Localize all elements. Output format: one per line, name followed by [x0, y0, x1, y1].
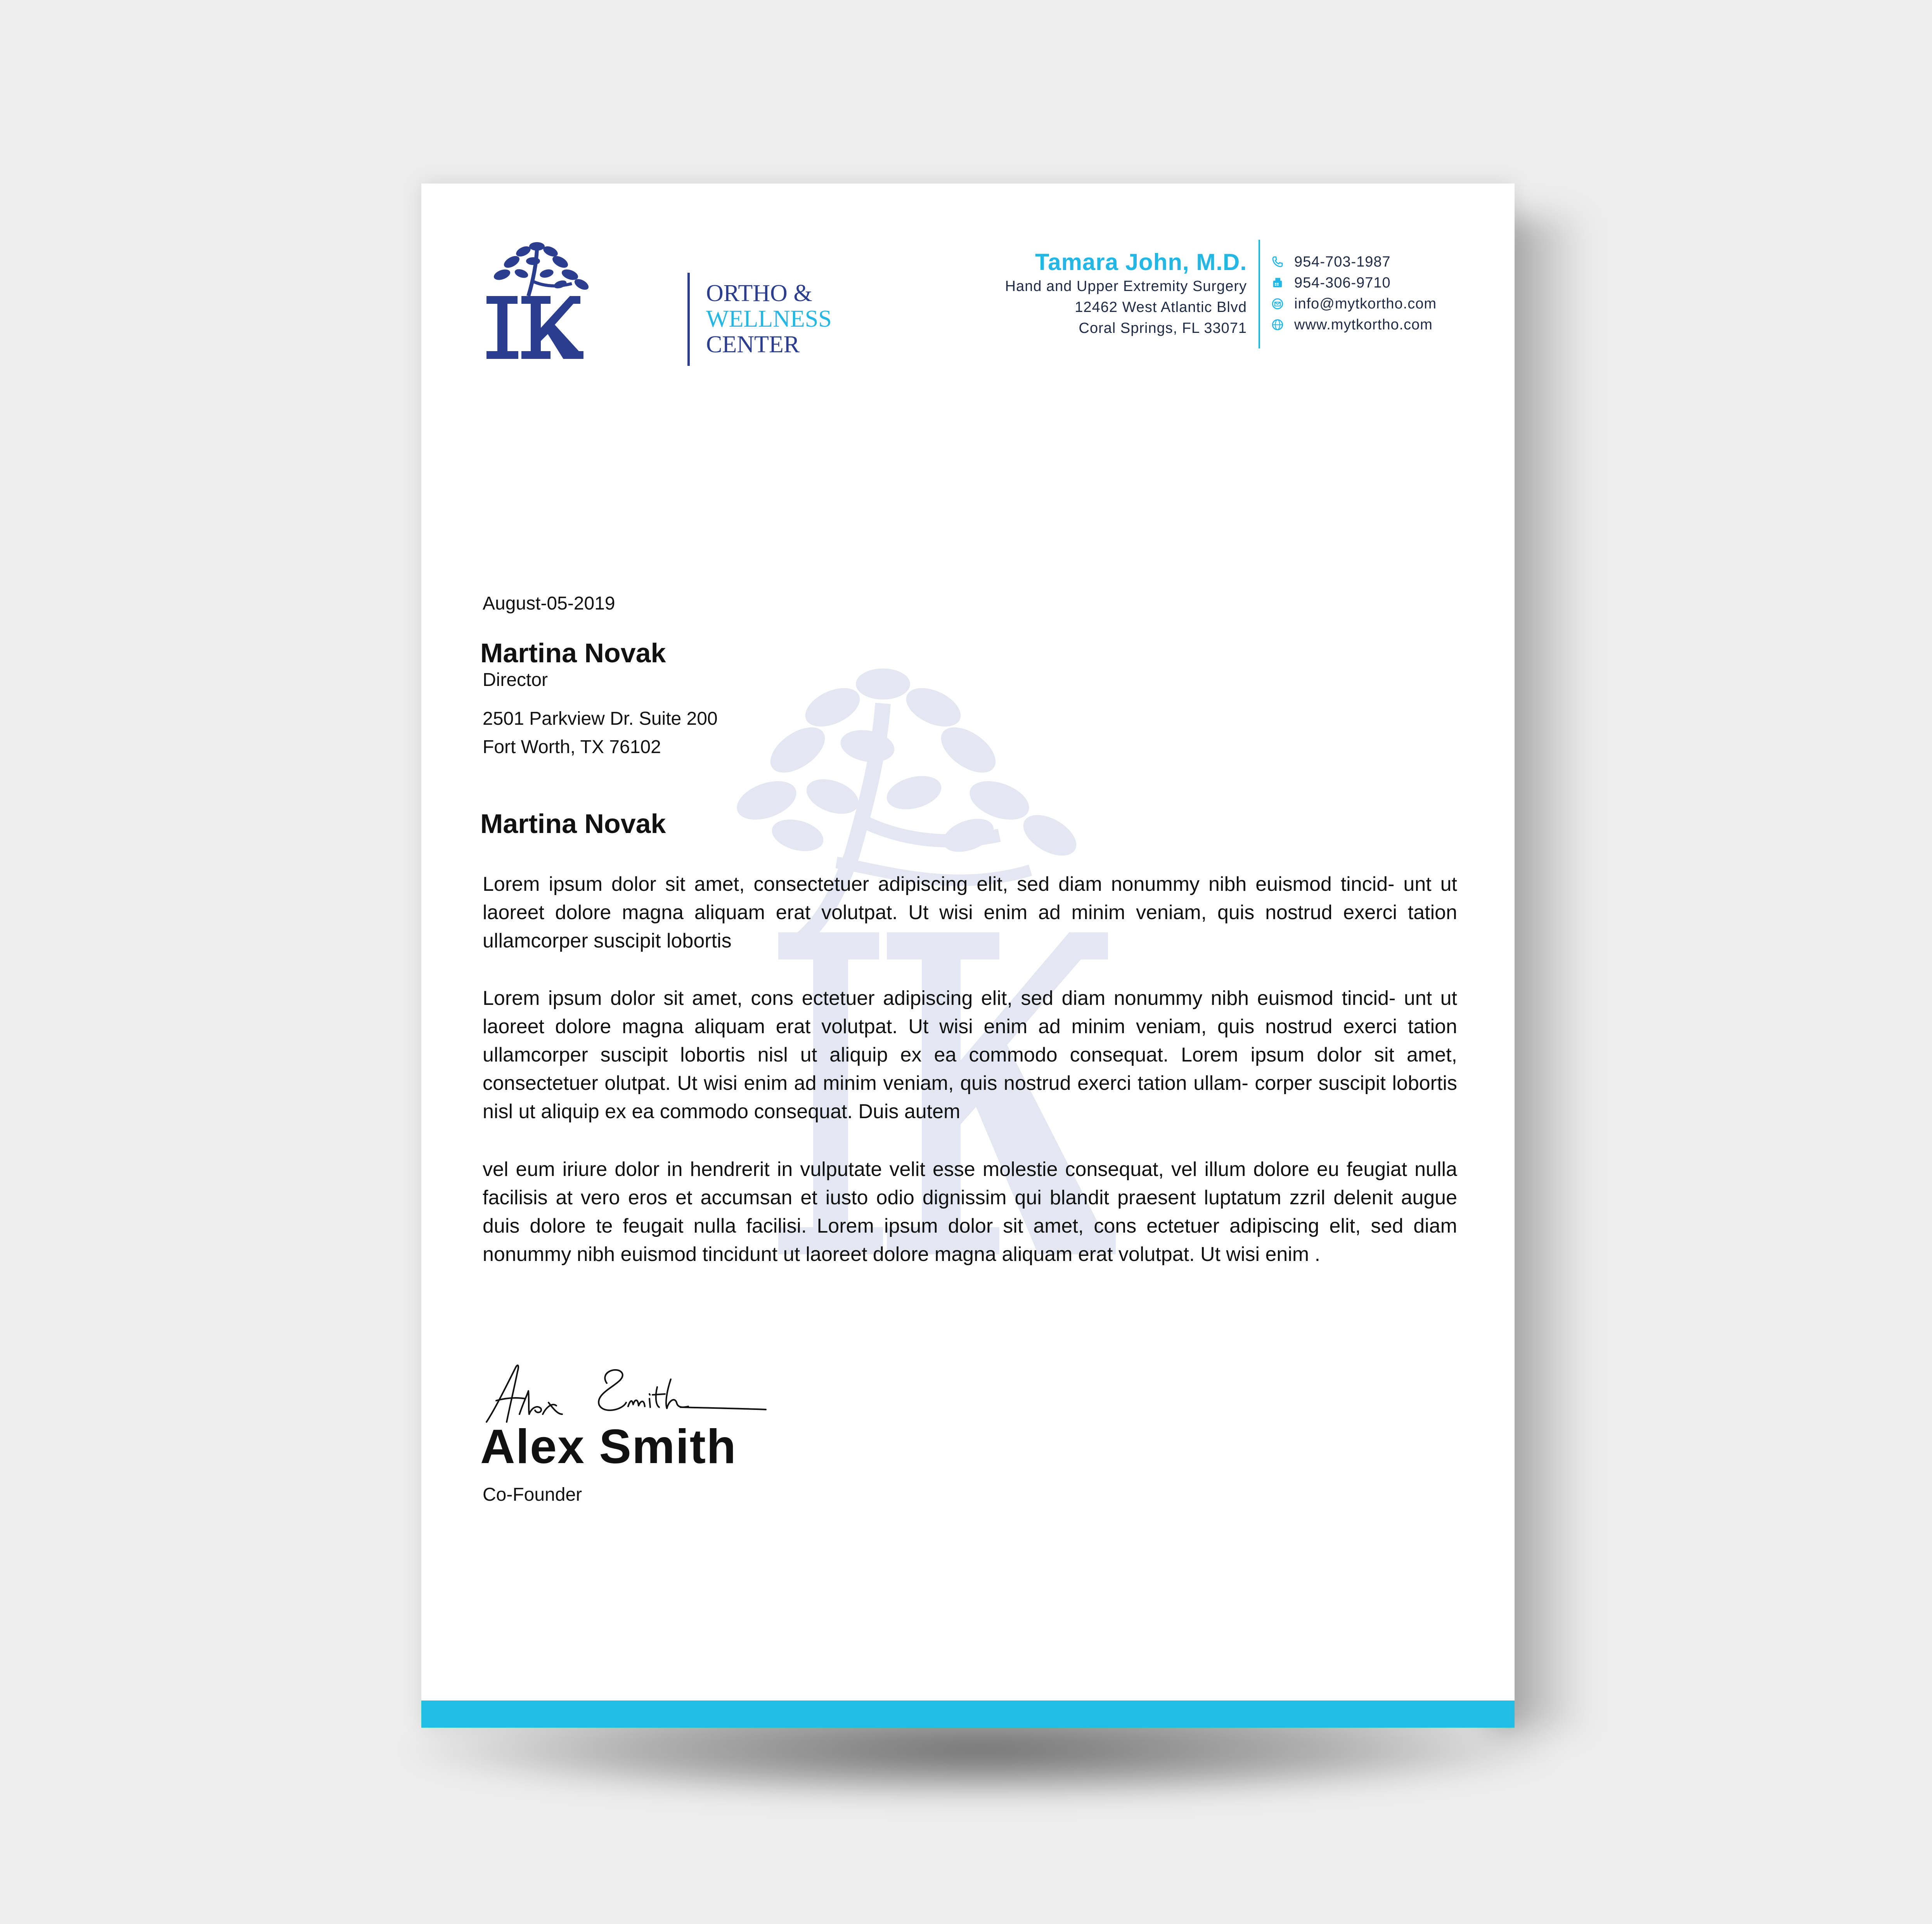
address-line2: Coral Springs, FL 33071	[1079, 320, 1247, 336]
contact-fax	[1271, 272, 1437, 293]
header-divider	[1259, 240, 1260, 348]
contact-website	[1271, 314, 1437, 335]
logo-text-line2: WELLNESS	[706, 306, 832, 332]
letter-date: August-05-2019	[483, 593, 615, 614]
body-paragraph-2: Lorem ipsum dolor sit amet, cons ectetuer adipiscing elit, sed diam nonummy nibh euismod tincid- unt ut laoreet dolore magna aliquam erat volutpat. Ut wisi enim ad minim veniam, quis nostrud exerci tation ullamcorper suscipit lobortis nisl ut aliquip ex ea commodo consequat. Lorem ipsum dolor sit amet, consectetuer olutpat. Ut wisi enim ad minim veniam, quis nostrud exerci tation ullam- corper suscipit lobortis nisl ut aliquip ex ea commodo consequat. Duis autem	[483, 987, 1457, 1123]
recipient-address-line2: Fort Worth, TX 76102	[483, 737, 661, 757]
signer-role: Co-Founder	[483, 1484, 582, 1505]
doctor-name: Tamara John, M.D.	[1035, 249, 1247, 275]
tk-tree-logo-icon	[479, 238, 618, 366]
salutation: Martina Novak	[480, 809, 666, 839]
address-line1: 12462 West Atlantic Blvd	[1075, 299, 1247, 315]
doctor-info	[1005, 249, 1247, 339]
logo-text-line1: ORTHO &	[706, 280, 812, 307]
contact-list	[1271, 251, 1437, 335]
globe-icon	[1271, 318, 1284, 331]
contact-phone	[1271, 251, 1437, 272]
contact-phone-text[interactable]: 954-703-1987	[1294, 253, 1391, 270]
email-icon	[1271, 297, 1284, 310]
body-paragraph-3: vel eum iriure dolor in hendrerit in vulputate velit esse molestie consequat, vel illum dolore eu feugiat nulla facilisis at vero eros et accumsan et iusto odio dignissim qui blandit praesent luptatum zzril delenit augue duis dolore te feugait nulla facilisi. Lorem ipsum dolor sit amet, cons ectetuer adipiscing elit, sed diam nonummy nibh euismod tincidunt ut laoreet dolore magna aliquam erat volutpat. Ut wisi enim .	[483, 1158, 1457, 1266]
footer-accent-bar	[421, 1701, 1515, 1728]
letterhead-page	[421, 184, 1515, 1728]
contact-email-text[interactable]: info@mytkortho.com	[1294, 295, 1437, 312]
company-logo	[479, 238, 832, 366]
doctor-specialty: Hand and Upper Extremity Surgery	[1005, 278, 1247, 294]
recipient-address-line1: 2501 Parkview Dr. Suite 200	[483, 708, 718, 729]
contact-email	[1271, 293, 1437, 314]
signer-name: Alex Smith	[480, 1420, 737, 1474]
logo-text-line3: CENTER	[706, 331, 800, 358]
fax-icon	[1271, 276, 1284, 289]
phone-icon	[1271, 255, 1284, 268]
logo-divider	[687, 273, 690, 366]
body-paragraph-1: Lorem ipsum dolor sit amet, consectetuer adipiscing elit, sed diam nonummy nibh euismod tincid- unt ut laoreet dolore magna aliquam erat volutpat. Ut wisi enim ad minim veniam, quis nostrud exerci tation ullamcorper suscipit lobortis	[483, 873, 1457, 952]
contact-fax-text: 954-306-9710	[1294, 274, 1391, 291]
contact-website-text[interactable]: www.mytkortho.com	[1294, 316, 1433, 333]
recipient-role: Director	[483, 670, 548, 690]
recipient-name: Martina Novak	[480, 638, 666, 668]
